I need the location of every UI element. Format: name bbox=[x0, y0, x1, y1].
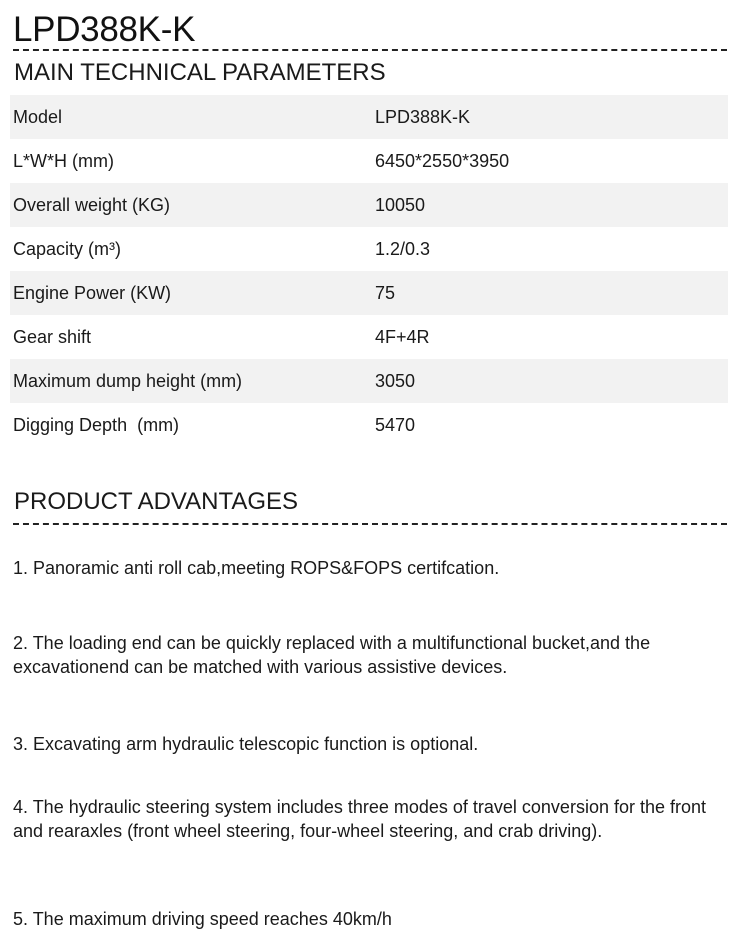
table-row bbox=[10, 183, 728, 227]
param-label: Gear shift bbox=[13, 326, 92, 347]
parameters-heading: MAIN TECHNICAL PARAMETERS bbox=[14, 59, 386, 86]
param-label: Model bbox=[13, 106, 63, 127]
param-label: Capacity (m³) bbox=[13, 238, 122, 259]
param-value: 10050 bbox=[375, 194, 426, 215]
param-label: L*W*H (mm) bbox=[13, 150, 114, 171]
param-value: 6450*2550*3950 bbox=[375, 150, 510, 171]
param-value: 75 bbox=[375, 282, 396, 303]
table-row bbox=[10, 359, 728, 403]
param-label: Digging Depth (mm) bbox=[13, 414, 180, 435]
table-row bbox=[10, 139, 728, 183]
advantage-item: 1. Panoramic anti roll cab,meeting ROPS&FOPS certifcation. bbox=[13, 558, 500, 578]
table-row bbox=[10, 403, 728, 447]
advantage-item: 2. The loading end can be quickly replaced with a multifunctional bucket,and the excavationend can be matched with various assistive devices. bbox=[13, 633, 651, 677]
param-value: 3050 bbox=[375, 370, 416, 391]
table-row bbox=[10, 315, 728, 359]
param-label: Engine Power (KW) bbox=[13, 282, 172, 303]
advantages-divider bbox=[13, 523, 727, 525]
param-label: Overall weight (KG) bbox=[13, 194, 171, 215]
advantage-item: 5. The maximum driving speed reaches 40km/h bbox=[13, 909, 392, 929]
table-row bbox=[10, 227, 728, 271]
advantage-item: 4. The hydraulic steering system includes three modes of travel conversion for the front and rearaxles (front wheel steering, four-wheel steering, and crab driving). bbox=[13, 797, 707, 841]
parameters-table bbox=[10, 95, 728, 447]
page-title: LPD388K-K bbox=[13, 10, 196, 49]
param-value: 5470 bbox=[375, 414, 416, 435]
table-row bbox=[10, 271, 728, 315]
advantage-item: 3. Excavating arm hydraulic telescopic function is optional. bbox=[13, 734, 479, 754]
param-value: 4F+4R bbox=[375, 326, 430, 347]
table-row bbox=[10, 95, 728, 139]
param-value: 1.2/0.3 bbox=[375, 238, 431, 259]
param-label: Maximum dump height (mm) bbox=[13, 370, 243, 391]
title-divider bbox=[13, 49, 727, 51]
param-value: LPD388K-K bbox=[375, 106, 471, 127]
advantages-heading: PRODUCT ADVANTAGES bbox=[14, 488, 299, 515]
